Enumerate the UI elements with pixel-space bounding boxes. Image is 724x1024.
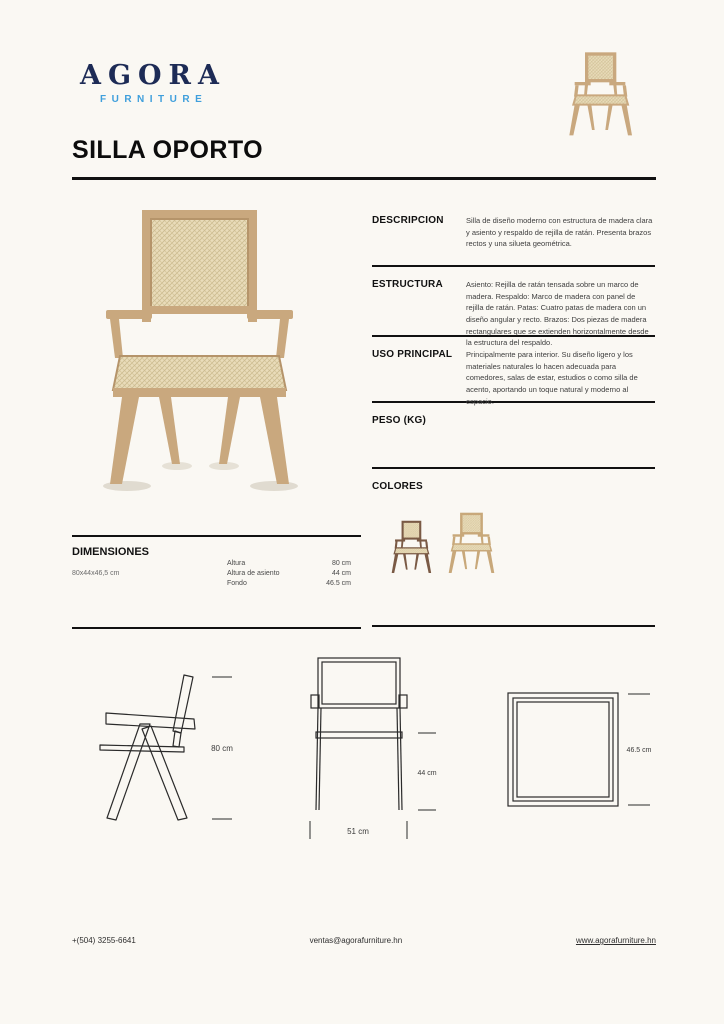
section-label: DESCRIPCION <box>372 215 444 226</box>
dimension-value: 44 cm <box>331 570 351 577</box>
table-row <box>227 569 351 579</box>
side-height-dimension: 80 cm <box>211 744 233 753</box>
dimension-name: Altura de asiento <box>227 570 280 577</box>
header-chair-image <box>552 50 648 138</box>
brand-logo <box>80 60 226 105</box>
section-label: COLORES <box>372 481 423 492</box>
dimension-name: Fondo <box>227 580 247 587</box>
section-text: Asiento: Rejilla de ratán tensada sobre un marco de madera. Respaldo: Marco de madera con panel de rejilla de ratán. Patas: Cuatro patas de madera con un diseño angular y recto. Brazos: Dos piezas de madera rectangulares que se extienden horizontalmente desde la estructura del respaldo. <box>466 280 649 348</box>
section-descripcion <box>372 203 655 267</box>
top-depth-dimension: 46.5 cm <box>626 747 652 754</box>
divider <box>72 627 361 629</box>
table-row <box>227 559 351 569</box>
dimensiones-title: DIMENSIONES <box>72 546 150 558</box>
spec-column <box>372 203 655 627</box>
page-title: SILLA OPORTO <box>72 136 263 164</box>
section-text: Silla de diseño moderno con estructura de madera clara y asiento y respaldo de rejilla de ratán. Presenta brazos rectos y una silueta geométrica. <box>466 216 653 249</box>
dimensiones-summary: 80x44x46,5 cm <box>72 570 120 577</box>
product-image <box>82 198 317 503</box>
section-colores <box>372 469 655 627</box>
section-label: USO PRINCIPAL <box>372 349 453 360</box>
section-text: Principalmente para interior. Su diseño ligero y los materiales naturales lo hacen adecuada para comedores, salas de estar, estudios o como silla de acento, aportando un toque natural y moderno al espacio. <box>466 350 638 406</box>
divider <box>72 535 361 537</box>
dimensiones-table <box>227 559 351 589</box>
table-row <box>227 579 351 589</box>
dimension-value: 80 cm <box>331 560 351 567</box>
section-label: PESO (KG) <box>372 415 427 426</box>
footer <box>72 936 656 945</box>
front-view-drawing <box>300 645 450 845</box>
color-variant-natural-image <box>446 511 496 575</box>
dimension-name: Altura <box>227 560 246 567</box>
brand-name: AGORA <box>80 60 226 91</box>
color-variants <box>390 511 496 575</box>
brand-tagline: FURNITURE <box>100 94 208 105</box>
side-view-drawing <box>84 653 244 843</box>
section-uso-principal <box>372 337 655 406</box>
color-variant-walnut-image <box>390 519 432 575</box>
section-peso <box>372 403 655 469</box>
divider <box>72 177 656 180</box>
front-seat-height-dimension: 44 cm <box>417 770 437 777</box>
footer-website-link[interactable]: www.agorafurniture.hn <box>575 936 656 945</box>
section-estructura <box>372 267 655 348</box>
footer-phone: +(504) 3255-6641 <box>72 936 136 945</box>
dimension-value: 46.5 cm <box>326 580 351 587</box>
footer-email: ventas@agorafurniture.hn <box>309 936 403 945</box>
front-width-dimension: 51 cm <box>347 827 369 836</box>
section-label: ESTRUCTURA <box>372 279 443 290</box>
top-view-drawing <box>500 688 660 813</box>
